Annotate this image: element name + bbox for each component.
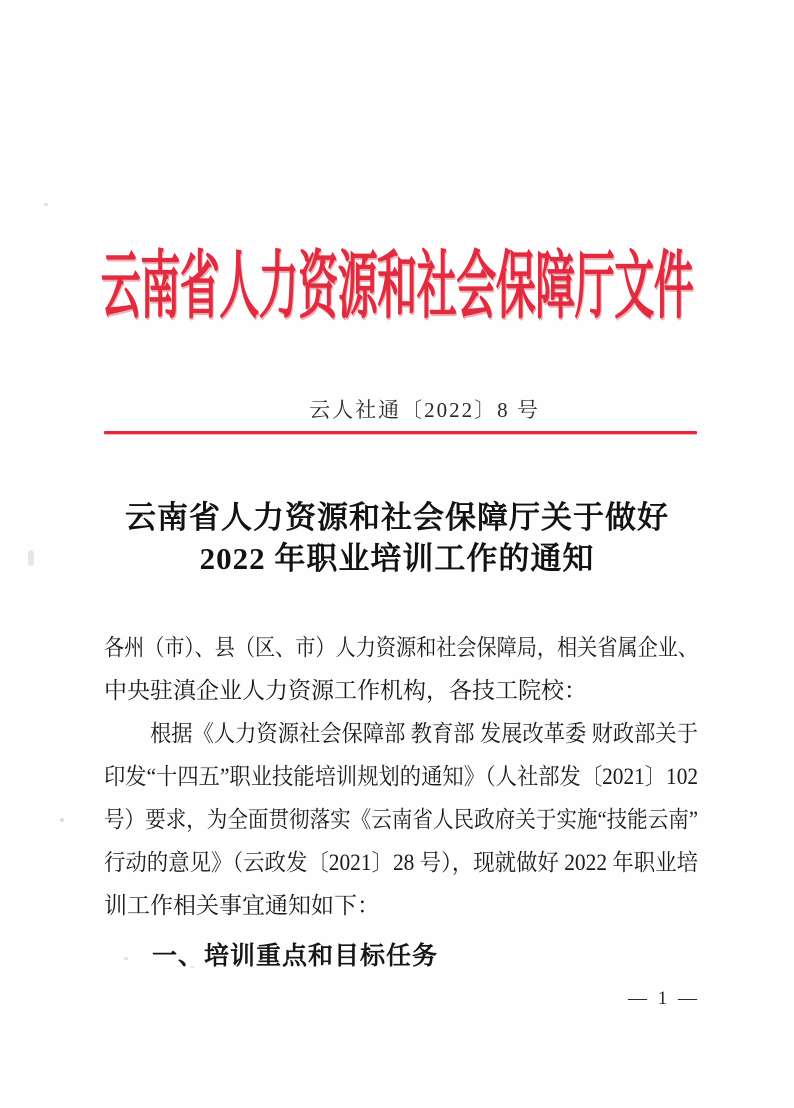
- scan-artifact: [124, 957, 128, 960]
- notice-title-line-1: 云南省人力资源和社会保障厅关于做好: [125, 500, 669, 535]
- scan-artifact: [190, 966, 195, 968]
- document-number: 云人社通〔2022〕8 号: [309, 398, 540, 422]
- body-line-text: 中央驻滇企业人力资源工作机构，各技工院校：: [104, 678, 587, 703]
- body-line: [104, 669, 698, 712]
- body-line-text: 训工作相关事宜通知如下：: [104, 893, 380, 918]
- scan-artifact: [44, 203, 48, 206]
- notice-title: [0, 497, 794, 579]
- body-line: [104, 755, 698, 798]
- body-line: [104, 798, 698, 841]
- letterhead-banner-title: 云南省人力资源和社会保障厅文件: [100, 244, 694, 328]
- body-line-text: 各州（市）、县（区、市）人力资源和社会保障局，相关省属企业、: [104, 635, 698, 660]
- body-line-text: 印发“十四五”职业技能培训规划的通知》（人社部发〔2021〕102: [104, 764, 698, 789]
- body-line-text: 号）要求，为全面贯彻落实《云南省人民政府关于实施“技能云南”: [104, 807, 698, 832]
- page-number: — 1 —: [628, 988, 700, 1009]
- notice-title-line-2: 2022 年职业培训工作的通知: [199, 541, 595, 576]
- body-line: [104, 712, 698, 755]
- section-heading: 一、培训重点和目标任务: [152, 942, 439, 970]
- body-line: [104, 626, 698, 669]
- scan-artifact: [60, 818, 64, 822]
- scan-artifact: [28, 550, 34, 566]
- red-separator-rule: [104, 431, 697, 434]
- notice-body: [104, 626, 698, 978]
- body-line-text: 根据《人力资源社会保障部 教育部 发展改革委 财政部关于: [150, 721, 698, 746]
- body-line: [104, 884, 698, 927]
- body-line-text: 行动的意见》（云政发〔2021〕28 号），现就做好 2022 年职业培: [104, 850, 698, 875]
- body-line: [104, 841, 698, 884]
